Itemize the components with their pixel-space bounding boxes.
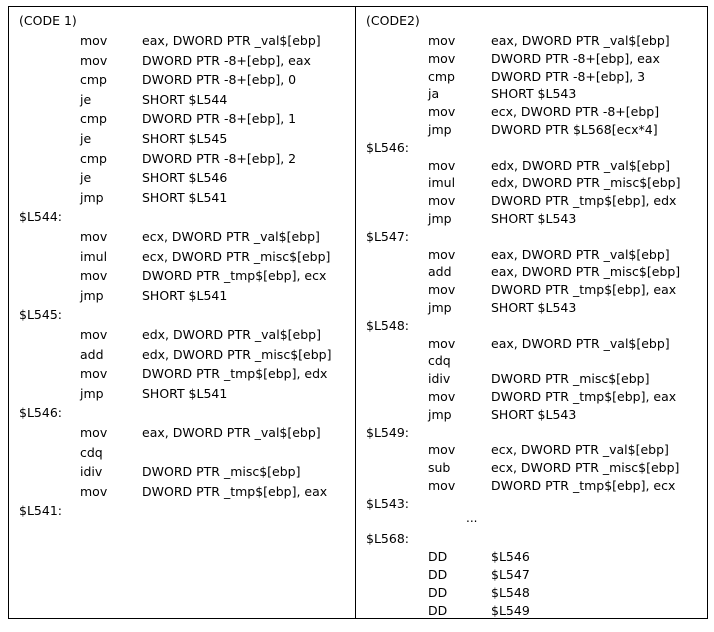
instruction-operands: ecx, DWORD PTR _misc$[ebp] xyxy=(491,460,680,476)
instruction-operands: $L548 xyxy=(491,584,530,600)
instruction-mnemonic: jmp xyxy=(428,406,452,422)
instruction-mnemonic: mov xyxy=(80,327,108,342)
code2-title: (CODE2) xyxy=(366,13,420,28)
code-line xyxy=(9,248,355,266)
instruction-mnemonic: jmp xyxy=(80,287,104,303)
instruction-operands: SHORT $L546 xyxy=(142,170,228,186)
instruction-mnemonic: idiv xyxy=(80,464,103,480)
code-comparison-table xyxy=(8,6,708,619)
instruction-mnemonic: cmp xyxy=(80,111,107,127)
code-line xyxy=(9,91,355,109)
instruction-mnemonic: mov xyxy=(428,246,456,262)
code-line xyxy=(9,130,355,148)
instruction-operands: SHORT $L543 xyxy=(491,211,577,226)
instruction-mnemonic: jmp xyxy=(80,189,104,205)
code-line xyxy=(356,406,708,424)
instruction-mnemonic: imul xyxy=(80,248,108,264)
code-line xyxy=(9,52,355,70)
instruction-operands: edx, DWORD PTR _val$[ebp] xyxy=(491,157,670,173)
instruction-mnemonic: add xyxy=(428,264,452,280)
instruction-mnemonic: mov xyxy=(428,157,456,173)
instruction-operands: ecx, DWORD PTR _val$[ebp] xyxy=(142,229,320,244)
instruction-operands: $L549 xyxy=(491,602,530,618)
instruction-mnemonic: cdq xyxy=(428,353,451,369)
instruction-mnemonic: jmp xyxy=(428,122,452,137)
code-line xyxy=(356,335,708,353)
instruction-operands: DWORD PTR _tmp$[ebp], ecx xyxy=(491,478,676,493)
instruction-mnemonic: mov xyxy=(428,193,456,209)
code-line xyxy=(9,169,355,187)
code-line xyxy=(356,566,708,584)
instruction-operands: eax, DWORD PTR _val$[ebp] xyxy=(142,425,321,440)
instruction-operands: SHORT $L541 xyxy=(142,287,228,303)
instruction-mnemonic: mov xyxy=(80,33,108,48)
code-line xyxy=(9,32,355,50)
instruction-operands: DWORD PTR -8+[ebp], 0 xyxy=(142,72,297,88)
code-line xyxy=(356,584,708,602)
instruction-mnemonic: cmp xyxy=(80,150,107,166)
code1-panel xyxy=(9,7,355,618)
code-line xyxy=(356,50,708,68)
instruction-operands: DWORD PTR -8+[ebp], eax xyxy=(491,50,660,66)
instruction-mnemonic: DD xyxy=(428,584,448,600)
code1-title: (CODE 1) xyxy=(19,13,77,28)
instruction-operands: DWORD PTR -8+[ebp], 2 xyxy=(142,150,297,166)
instruction-operands: SHORT $L543 xyxy=(491,406,577,422)
instruction-mnemonic: mov xyxy=(428,335,456,351)
instruction-mnemonic: jmp xyxy=(80,385,104,401)
code-label: $L549: xyxy=(366,424,409,440)
code-line xyxy=(356,281,708,299)
instruction-mnemonic: jmp xyxy=(428,300,452,315)
code-line xyxy=(356,441,708,459)
instruction-operands: SHORT $L541 xyxy=(142,385,228,401)
code-line xyxy=(356,103,708,121)
instruction-operands: SHORT $L543 xyxy=(491,86,577,102)
code-line xyxy=(356,370,708,388)
instruction-mnemonic: mov xyxy=(428,389,456,404)
instruction-operands: $L547 xyxy=(491,567,530,582)
instruction-operands: DWORD PTR _misc$[ebp] xyxy=(142,464,301,480)
instruction-mnemonic: je xyxy=(80,131,92,146)
instruction-mnemonic: DD xyxy=(428,567,448,582)
instruction-mnemonic: mov xyxy=(80,425,108,440)
instruction-operands: SHORT $L544 xyxy=(142,91,228,107)
code-line xyxy=(9,365,355,383)
instruction-operands: SHORT $L543 xyxy=(491,300,577,315)
instruction-operands: DWORD PTR _misc$[ebp] xyxy=(491,371,650,387)
code-line xyxy=(9,71,355,89)
instruction-operands: DWORD PTR $L568[ecx*4] xyxy=(491,122,658,137)
instruction-mnemonic: mov xyxy=(428,478,456,493)
code-line xyxy=(356,459,708,477)
instruction-operands: ecx, DWORD PTR -8+[ebp] xyxy=(491,104,660,120)
code-line xyxy=(356,477,708,495)
code-line xyxy=(9,385,355,403)
code-label: $L546: xyxy=(366,139,409,155)
instruction-mnemonic: add xyxy=(80,346,104,362)
instruction-operands: eax, DWORD PTR _val$[ebp] xyxy=(491,335,670,351)
code-line xyxy=(356,388,708,406)
code-label: $L547: xyxy=(366,228,409,244)
instruction-mnemonic: sub xyxy=(428,460,451,476)
code-line xyxy=(356,246,708,264)
instruction-mnemonic: imul xyxy=(428,175,456,191)
code-line xyxy=(356,68,708,86)
instruction-operands: DWORD PTR _tmp$[ebp], eax xyxy=(142,483,328,499)
instruction-mnemonic: mov xyxy=(428,282,456,298)
code-line xyxy=(9,150,355,168)
instruction-mnemonic: mov xyxy=(428,442,456,458)
instruction-mnemonic: DD xyxy=(428,549,448,565)
code-line xyxy=(9,444,355,462)
code-line xyxy=(356,299,708,317)
instruction-operands: edx, DWORD PTR _misc$[ebp] xyxy=(142,346,332,362)
instruction-operands: DWORD PTR _tmp$[ebp], eax xyxy=(491,389,677,404)
code-label: $L548: xyxy=(366,317,409,333)
code-line xyxy=(356,174,708,192)
code-line xyxy=(9,267,355,285)
instruction-mnemonic: ja xyxy=(428,86,440,102)
code-label: $L544: xyxy=(19,209,62,225)
code-label: $L546: xyxy=(19,405,62,421)
code-line xyxy=(356,352,708,370)
code-label: $L545: xyxy=(19,307,62,323)
instruction-mnemonic: cmp xyxy=(428,68,455,84)
instruction-operands: DWORD PTR _tmp$[ebp], ecx xyxy=(142,268,327,284)
code-line xyxy=(356,210,708,228)
code-line xyxy=(356,32,708,50)
instruction-mnemonic: je xyxy=(80,91,92,107)
instruction-mnemonic: mov xyxy=(428,104,456,120)
code-line xyxy=(9,463,355,481)
instruction-mnemonic: mov xyxy=(80,366,108,382)
instruction-operands: $L546 xyxy=(491,549,530,565)
instruction-operands: DWORD PTR -8+[ebp], 1 xyxy=(142,111,297,127)
code-line xyxy=(9,326,355,344)
instruction-mnemonic: jmp xyxy=(428,211,452,226)
instruction-operands: DWORD PTR _tmp$[ebp], edx xyxy=(142,366,328,382)
instruction-operands: eax, DWORD PTR _val$[ebp] xyxy=(491,246,670,262)
code-line xyxy=(356,548,708,566)
instruction-mnemonic: mov xyxy=(80,483,108,499)
instruction-mnemonic: je xyxy=(80,170,92,186)
code2-panel xyxy=(356,7,708,618)
instruction-operands: SHORT $L545 xyxy=(142,131,228,146)
instruction-operands: edx, DWORD PTR _misc$[ebp] xyxy=(491,175,681,191)
code-label: $L543: xyxy=(366,495,409,511)
instruction-operands: edx, DWORD PTR _val$[ebp] xyxy=(142,327,321,342)
code-line xyxy=(356,85,708,103)
instruction-mnemonic: DD xyxy=(428,602,448,618)
code-line xyxy=(356,602,708,620)
code-line xyxy=(356,157,708,175)
code-line xyxy=(9,110,355,128)
instruction-operands: SHORT $L541 xyxy=(142,189,228,205)
code-line xyxy=(356,192,708,210)
code-line xyxy=(9,346,355,364)
code-line xyxy=(9,228,355,246)
instruction-mnemonic: mov xyxy=(80,229,108,244)
instruction-mnemonic: cdq xyxy=(80,444,103,460)
instruction-operands: DWORD PTR _tmp$[ebp], edx xyxy=(491,193,677,209)
code-label: $L568: xyxy=(366,531,409,547)
instruction-operands: eax, DWORD PTR _misc$[ebp] xyxy=(491,264,681,280)
instruction-operands: eax, DWORD PTR _val$[ebp] xyxy=(491,33,670,48)
code-line xyxy=(9,189,355,207)
code-line xyxy=(356,263,708,281)
code-line xyxy=(9,287,355,305)
code-line xyxy=(356,121,708,139)
instruction-mnemonic: mov xyxy=(80,268,108,284)
instruction-operands: ecx, DWORD PTR _misc$[ebp] xyxy=(142,248,331,264)
instruction-operands: DWORD PTR -8+[ebp], 3 xyxy=(491,68,646,84)
code-ellipsis: ... xyxy=(466,510,478,525)
instruction-operands: eax, DWORD PTR _val$[ebp] xyxy=(142,33,321,48)
instruction-operands: DWORD PTR _tmp$[ebp], eax xyxy=(491,282,677,298)
instruction-mnemonic: cmp xyxy=(80,72,107,88)
code-line xyxy=(9,483,355,501)
instruction-mnemonic: mov xyxy=(428,50,456,66)
instruction-operands: DWORD PTR -8+[ebp], eax xyxy=(142,52,311,68)
instruction-mnemonic: idiv xyxy=(428,371,451,387)
instruction-mnemonic: mov xyxy=(80,52,108,68)
instruction-mnemonic: mov xyxy=(428,33,456,48)
code-line xyxy=(9,424,355,442)
instruction-operands: ecx, DWORD PTR _val$[ebp] xyxy=(491,442,669,458)
code-label: $L541: xyxy=(19,503,62,519)
